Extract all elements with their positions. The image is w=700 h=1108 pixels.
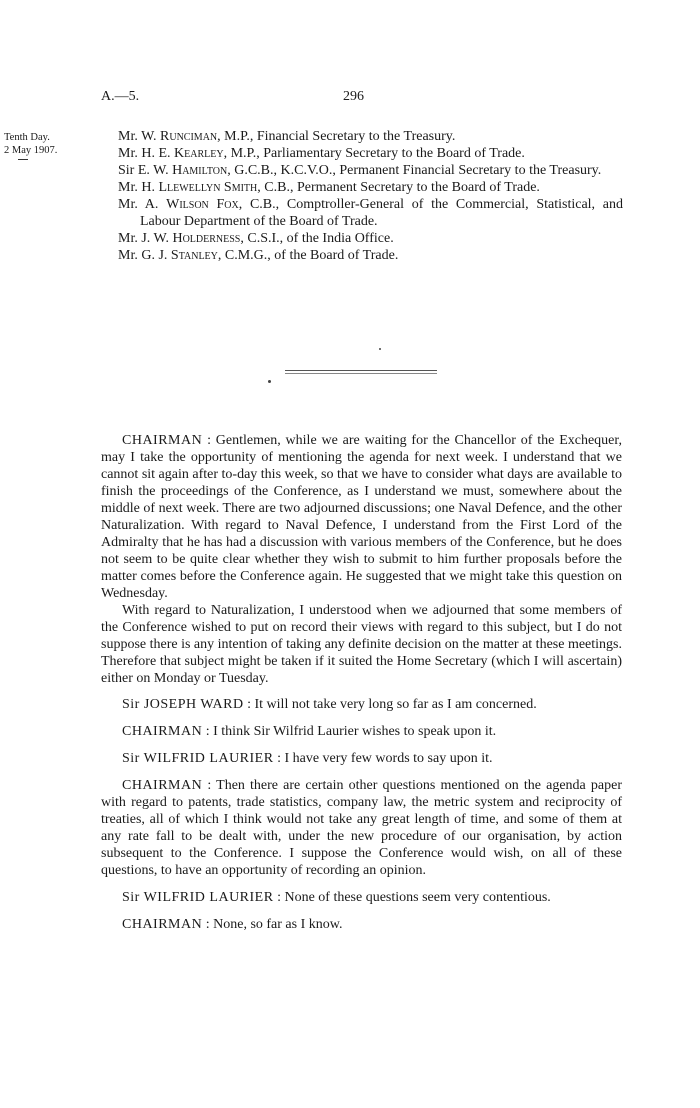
- transcript-paragraph: CHAIRMAN : Then there are certain other questions mentioned on the agenda paper with regard to patents, trade statistics, company law, the metric system and reciprocity of treaties, all of which I think would not take any great length of time, and some of them at any rate fall to be dealt with, under the new procedure of our organisation, by action subsequent to the Conference. I suppose the Conference would wish, on all of these questions, to have an opportunity of recording an opinion.: [101, 778, 622, 878]
- attendee-title: Sir E. W.: [118, 163, 173, 178]
- transcript-paragraph: Sir JOSEPH WARD : It will not take very long so far as I am concerned.: [122, 697, 537, 712]
- speaker-name: CHAIRMAN: [122, 724, 203, 739]
- attendee-description: , M.P., Parliamentary Secretary to the Board of Trade.: [223, 146, 525, 161]
- attendee: [118, 230, 623, 247]
- attendee-title: Mr. H. E.: [118, 146, 174, 161]
- print-speck: [268, 380, 271, 383]
- attendee-title: Mr. W.: [118, 129, 161, 144]
- attendee: [118, 247, 623, 264]
- attendee-list: [118, 128, 623, 264]
- transcript: [101, 432, 622, 933]
- transcript-paragraph: CHAIRMAN : Gentlemen, while we are waiting for the Chancellor of the Exchequer, may I take the opportunity of mentioning the agenda for next week. I understand that we cannot sit again after to-day this week, so that we have to consider what days are available to finish the proceedings of the Conference, as I understand we must, somewhere about the middle of next week. There are two adjourned discussions; one Naval Defence, and the other Naturalization. With regard to Naval Defence, I understand from the First Lord of the Admiralty that he has had a discussion with various members of the Conference, but he does not seem to be quite clear whether they wish to submit to him further proposals before the matter comes before the Conference again. He suggested that we might take this question on Wednesday.: [101, 433, 622, 601]
- attendee-name: Wilson Fox: [166, 197, 239, 212]
- transcript-paragraph: Sir WILFRID LAURIER : I have very few words to say upon it.: [122, 751, 493, 766]
- attendee-description: , C.S.I., of the India Office.: [240, 231, 394, 246]
- transcript-paragraph: [101, 602, 622, 687]
- speech-text: None of these questions seem very contentious.: [284, 890, 551, 905]
- attendee: [118, 128, 623, 145]
- transcript-paragraph: Sir WILFRID LAURIER : None of these questions seem very contentious.: [122, 890, 551, 905]
- speaker-name: CHAIRMAN: [122, 433, 203, 448]
- speech-text: It will not take very long so far as I am concerned.: [254, 697, 537, 712]
- attendee: [118, 162, 623, 179]
- attendee-title: Mr. A.: [118, 197, 167, 212]
- attendee: [118, 196, 623, 230]
- attendee-name: Holderness: [172, 231, 241, 246]
- speaker-name: CHAIRMAN: [122, 917, 203, 932]
- section-divider: [285, 370, 437, 374]
- speaker-name: CHAIRMAN: [122, 778, 203, 793]
- attendee-title: Mr. J. W.: [118, 231, 173, 246]
- attendee-description: , C.B., Permanent Secretary to the Board of Trade.: [257, 180, 540, 195]
- speech-text: I think Sir Wilfrid Laurier wishes to speak upon it.: [213, 724, 497, 739]
- attendee-title: Mr. H.: [118, 180, 159, 195]
- margin-note-day: Tenth Day.: [4, 132, 50, 143]
- speech-text: Then there are certain other questions mentioned on the agenda paper with regard to patents, trade statistics, company law, the metric system and reciprocity of treaties, all of which I think would not take any great length of time, and some of them at any rate fall to be dealt with, under the new procedure of our organisation, by action subsequent to the Conference. I suppose the Conference would wish, on all of these questions, to have an opportunity of recording an opinion.: [101, 778, 622, 878]
- attendee-name: Kearley: [174, 146, 224, 161]
- attendee: [118, 179, 623, 196]
- speaker-name: Sir JOSEPH WARD: [122, 697, 244, 712]
- attendee-description: , C.M.G., of the Board of Trade.: [217, 248, 399, 263]
- page-number: 296: [343, 89, 364, 104]
- attendee-title: Mr. G. J.: [118, 248, 171, 263]
- attendee-name: Hamilton: [172, 163, 228, 178]
- speech-text: Gentlemen, while we are waiting for the Chancellor of the Exchequer, may I take the opportunity of mentioning the agenda for next week. I understand that we cannot sit again after to-day this week, so that we have to consider what days are available to finish the proceedings of the Conference, as I understand we must, somewhere about the middle of next week. There are two adjourned discussions; one Naval Defence, and the other Naturalization. With regard to Naval Defence, I understand from the First Lord of the Admiralty that he has had a discussion with various members of the Conference, but he does not seem to be quite clear whether they wish to submit to him further proposals before the matter comes before the Conference again. He suggested that we might take this question on Wednesday.: [101, 433, 622, 601]
- speech-text: I have very few words to say upon it.: [284, 751, 493, 766]
- speech-text: With regard to Naturalization, I understood when we adjourned that some members of the Conference wished to put on record their views with regard to this subject, but I do not suppose there is any intention of taking any definite decision on the matter at these meetings. Therefore that subject might be taken if it suited the Home Secretary (which I will ascertain) either on Monday or Tuesday.: [101, 603, 622, 686]
- attendee-description: , M.P., Financial Secretary to the Treasury.: [217, 129, 456, 144]
- print-speck: [379, 348, 381, 350]
- attendee: [118, 145, 623, 162]
- attendee-name: Runciman: [160, 129, 218, 144]
- margin-rule: [18, 159, 28, 160]
- speaker-name: Sir WILFRID LAURIER: [122, 751, 274, 766]
- attendee-name: Stanley: [170, 248, 218, 263]
- document-reference: A.—5.: [101, 89, 140, 104]
- speech-text: None, so far as I know.: [213, 917, 343, 932]
- transcript-paragraph: CHAIRMAN : None, so far as I know.: [122, 917, 343, 932]
- margin-note-date: 2 May 1907.: [4, 145, 58, 156]
- speaker-name: Sir WILFRID LAURIER: [122, 890, 274, 905]
- attendee-description: , C.B., Comptroller-General of the Commercial, Statistical, and Labour Department of the Board of Trade.: [140, 197, 623, 229]
- attendee-description: , G.C.B., K.C.V.O., Permanent Financial Secretary to the Treasury.: [227, 163, 602, 178]
- attendee-name: Llewellyn Smith: [158, 180, 258, 195]
- transcript-paragraph: CHAIRMAN : I think Sir Wilfrid Laurier wishes to speak upon it.: [122, 724, 497, 739]
